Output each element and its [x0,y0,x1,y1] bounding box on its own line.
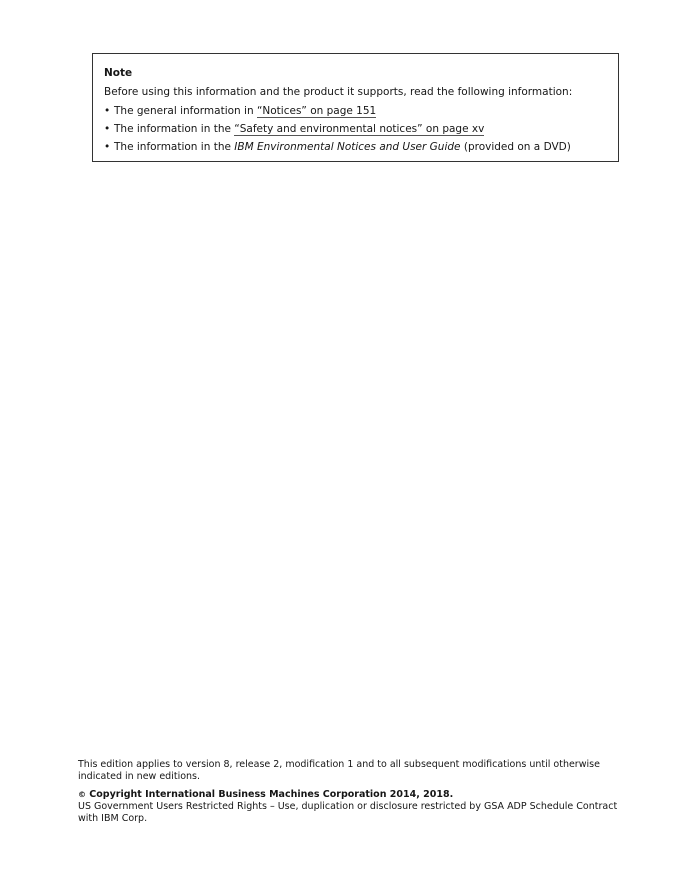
bullet-icon: • [104,105,111,117]
bullet-icon: • [104,141,111,153]
guide-citation: IBM Environmental Notices and User Guide [234,141,461,153]
item-suffix: (provided on a DVD) [460,141,571,153]
edition-notice: This edition applies to version 8, release 2, modification 1 and to all subsequent modifications until otherwise indicated in new editions. [78,759,600,782]
item-prefix: The information in the [114,123,235,135]
bullet-icon: • [104,123,111,135]
list-item [104,122,607,136]
list-item [104,140,607,154]
note-box [92,53,619,162]
copyright-icon: © [78,790,86,799]
restricted-rights: US Government Users Restricted Rights – Use, duplication or disclosure restricted by GSA ADP Schedule Contract with IBM Corp. [78,801,618,824]
item-prefix: The information in the [114,141,235,153]
notices-link[interactable]: “Notices” on page 151 [256,105,377,117]
note-list [104,104,607,154]
safety-notices-link[interactable]: “Safety and environmental notices” on page xv [234,123,485,135]
item-prefix: The general information in [114,105,257,117]
note-title: Note [104,67,133,79]
copyright-text: Copyright International Business Machines Corporation 2014, 2018. [86,789,454,800]
list-item [104,104,607,118]
edition-footer [78,759,618,825]
copyright-line [78,789,618,801]
note-intro: Before using this information and the product it supports, read the following information: [104,86,573,98]
